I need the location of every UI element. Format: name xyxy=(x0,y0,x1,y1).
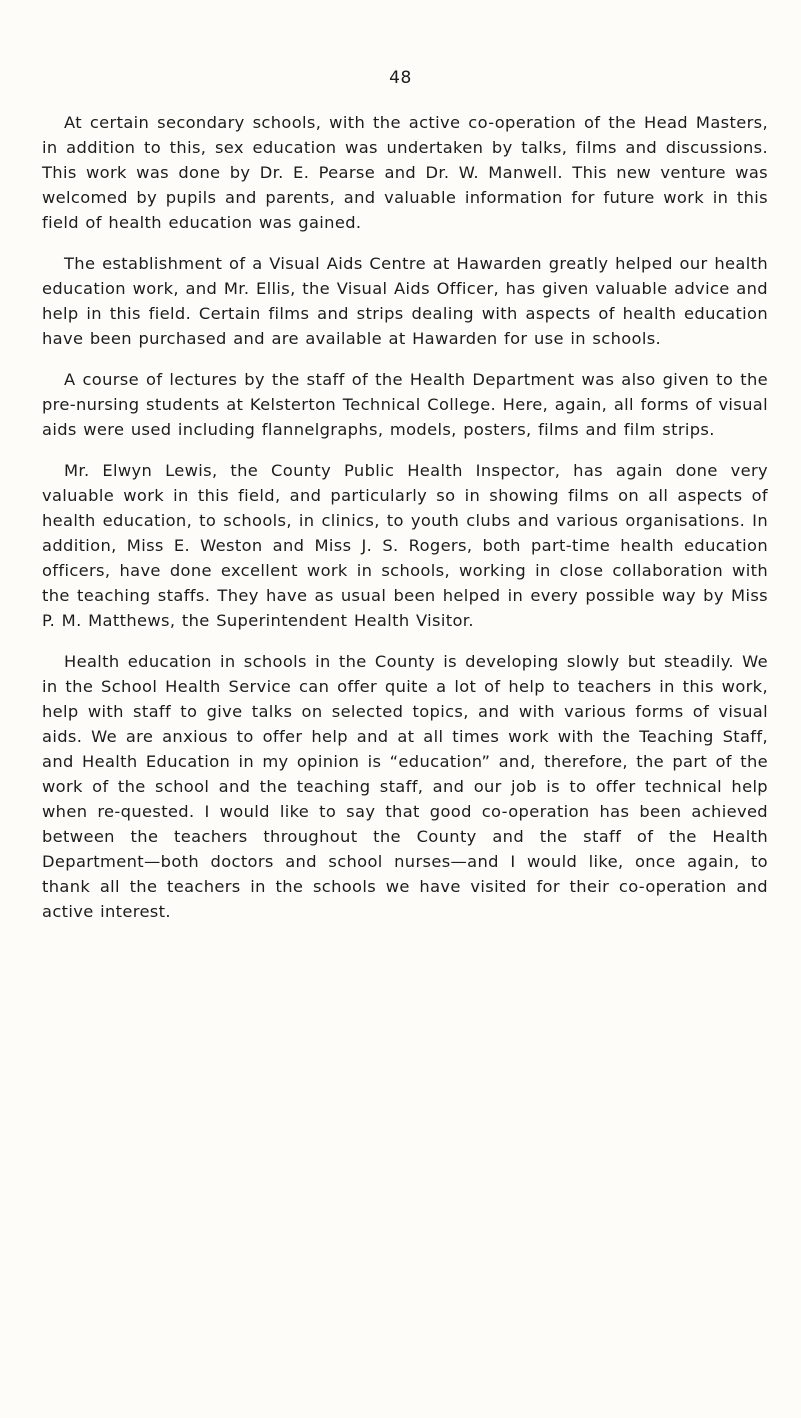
page-number: 48 xyxy=(389,68,412,88)
body-text xyxy=(42,110,768,940)
paragraph-health-inspector: Mr. Elwyn Lewis, the County Public Health Inspector, has again done very valuable work in this field, and particularly so in showing films on all aspects of health education, to schools, in clinics, to youth clubs and various organisations. In addition, Miss E. Weston and Miss J. S. Rogers, both part-time health education officers, have done excellent work in schools, working in close collaboration with the teaching staffs. They have as usual been helped in every possible way by Miss P. M. Matthews, the Superintendent Health Visitor. xyxy=(42,461,768,630)
paragraph-health-education-schools: Health education in schools in the County is developing slowly but steadily. We in the School Health Service can offer quite a lot of help to teachers in this work, help with staff to give talks on selected topics, and with various forms of visual aids. We are anxious to offer help and at all times work with the Teaching Staff, and Health Education in my opinion is “education” and, therefore, the part of the work of the school and the teaching staff, and our job is to offer technical help when re-quested. I would like to say that good co-operation has been achieved between the teachers throughout the County and the staff of the Health Department—both doctors and school nurses—and I would like, once again, to thank all the teachers in the schools we have visited for their co-operation and active interest. xyxy=(42,652,768,921)
paragraph-lectures-course: A course of lectures by the staff of the Health Department was also given to the pre-nursing students at Kelsterton Technical College. Here, again, all forms of visual aids were used including flannelgraphs, models, posters, films and film strips. xyxy=(42,370,768,439)
paragraph-sex-education: At certain secondary schools, with the active co-operation of the Head Masters, in addition to this, sex education was undertaken by talks, films and discussions. This work was done by Dr. E. Pearse and Dr. W. Manwell. This new venture was welcomed by pupils and parents, and valuable information for future work in this field of health education was gained. xyxy=(42,113,768,232)
paragraph-visual-aids-centre: The establishment of a Visual Aids Centre at Hawarden greatly helped our health education work, and Mr. Ellis, the Visual Aids Officer, has given valuable advice and help in this field. Certain films and strips dealing with aspects of health education have been purchased and are available at Hawarden for use in schools. xyxy=(42,254,768,348)
